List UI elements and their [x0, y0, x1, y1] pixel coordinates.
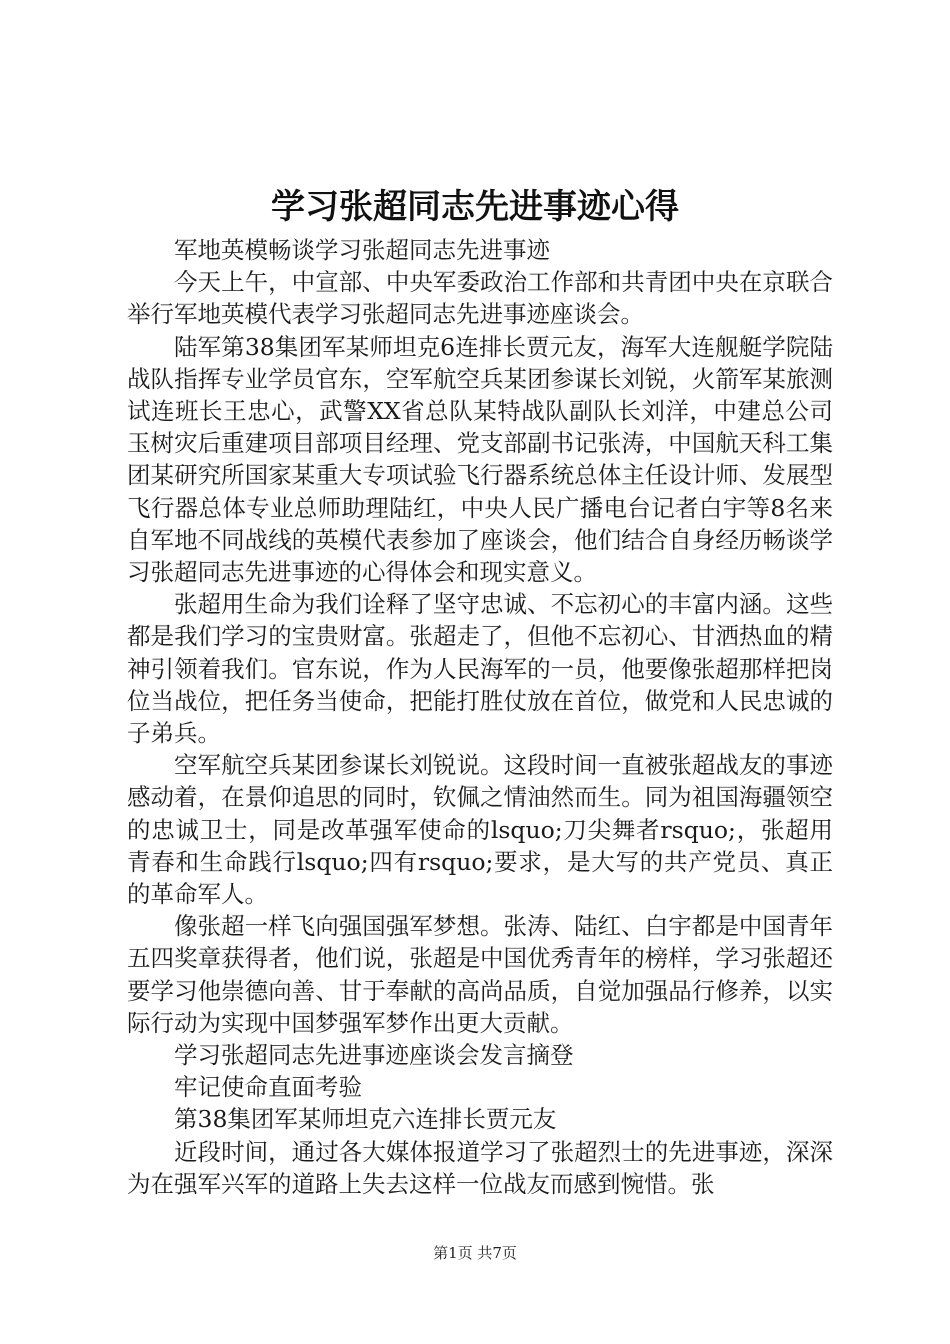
document-title: 学习张超同志先进事迹心得 [271, 187, 679, 227]
paragraph: 今天上午，中宣部、中央军委政治工作部和共青团中央在京联合举行军地英模代表学习张超同志先进事迹座谈会。 [127, 268, 833, 329]
section-heading: 牢记使命直面考验 [174, 1073, 362, 1102]
paragraph: 张超用生命为我们诠释了坚守忠诚、不忘初心的丰富内涵。这些都是我们学习的宝贵财富。张超走了，但他不忘初心、甘洒热血的精神引领着我们。官东说，作为人民海军的一员，他要像张超那样把岗位当战位，把任务当使命，把能打胜仗放在首位，做党和人民忠诚的子弟兵。 [127, 590, 833, 748]
paragraph: 军地英模畅谈学习张超同志先进事迹 [174, 236, 550, 264]
section-heading: 学习张超同志先进事迹座谈会发言摘登 [174, 1041, 574, 1070]
speaker-byline: 第38集团军某师坦克六连排长贾元友 [174, 1105, 557, 1134]
paragraph: 空军航空兵某团参谋长刘锐说。这段时间一直被张超战友的事迹感动着，在景仰追思的同时，钦佩之情油然而生。同为祖国海疆领空的忠诚卫士，同是改革强军使命的lsquo;刀尖舞者rsquo;，张超用青春和生命践行lsquo;四有rsquo;要求，是大写的共产党员、真正的革命军人。 [127, 751, 833, 909]
page-number-footer: 第1页 共7页 [433, 1244, 517, 1262]
paragraph: 近段时间，通过各大媒体报道学习了张超烈士的先进事迹，深深为在强军兴军的道路上失去这样一位战友而感到惋惜。张 [127, 1137, 833, 1198]
paragraph: 陆军第38集团军某师坦克6连排长贾元友，海军大连舰艇学院陆战队指挥专业学员官东，空军航空兵某团参谋长刘锐，火箭军某旅测试连班长王忠心，武警XX省总队某特战队副队长刘洋，中建总公司玉树灾后重建项目部项目经理、党支部副书记张涛，中国航天科工集团某研究所国家某重大专项试验飞行器系统总体主任设计师、发展型飞行器总体专业总师助理陆红，中央人民广播电台记者白宇等8名来自军地不同战线的英模代表参加了座谈会，他们结合自身经历畅谈学习张超同志先进事迹的心得体会和现实意义。 [127, 332, 833, 587]
paragraph: 像张超一样飞向强国强军梦想。张涛、陆红、白宇都是中国青年五四奖章获得者，他们说，张超是中国优秀青年的榜样，学习张超还要学习他崇德向善、甘于奉献的高尚品质，自觉加强品行修养，以实际行动为实现中国梦强军梦作出更大贡献。 [127, 912, 833, 1037]
document-body [127, 234, 833, 1200]
